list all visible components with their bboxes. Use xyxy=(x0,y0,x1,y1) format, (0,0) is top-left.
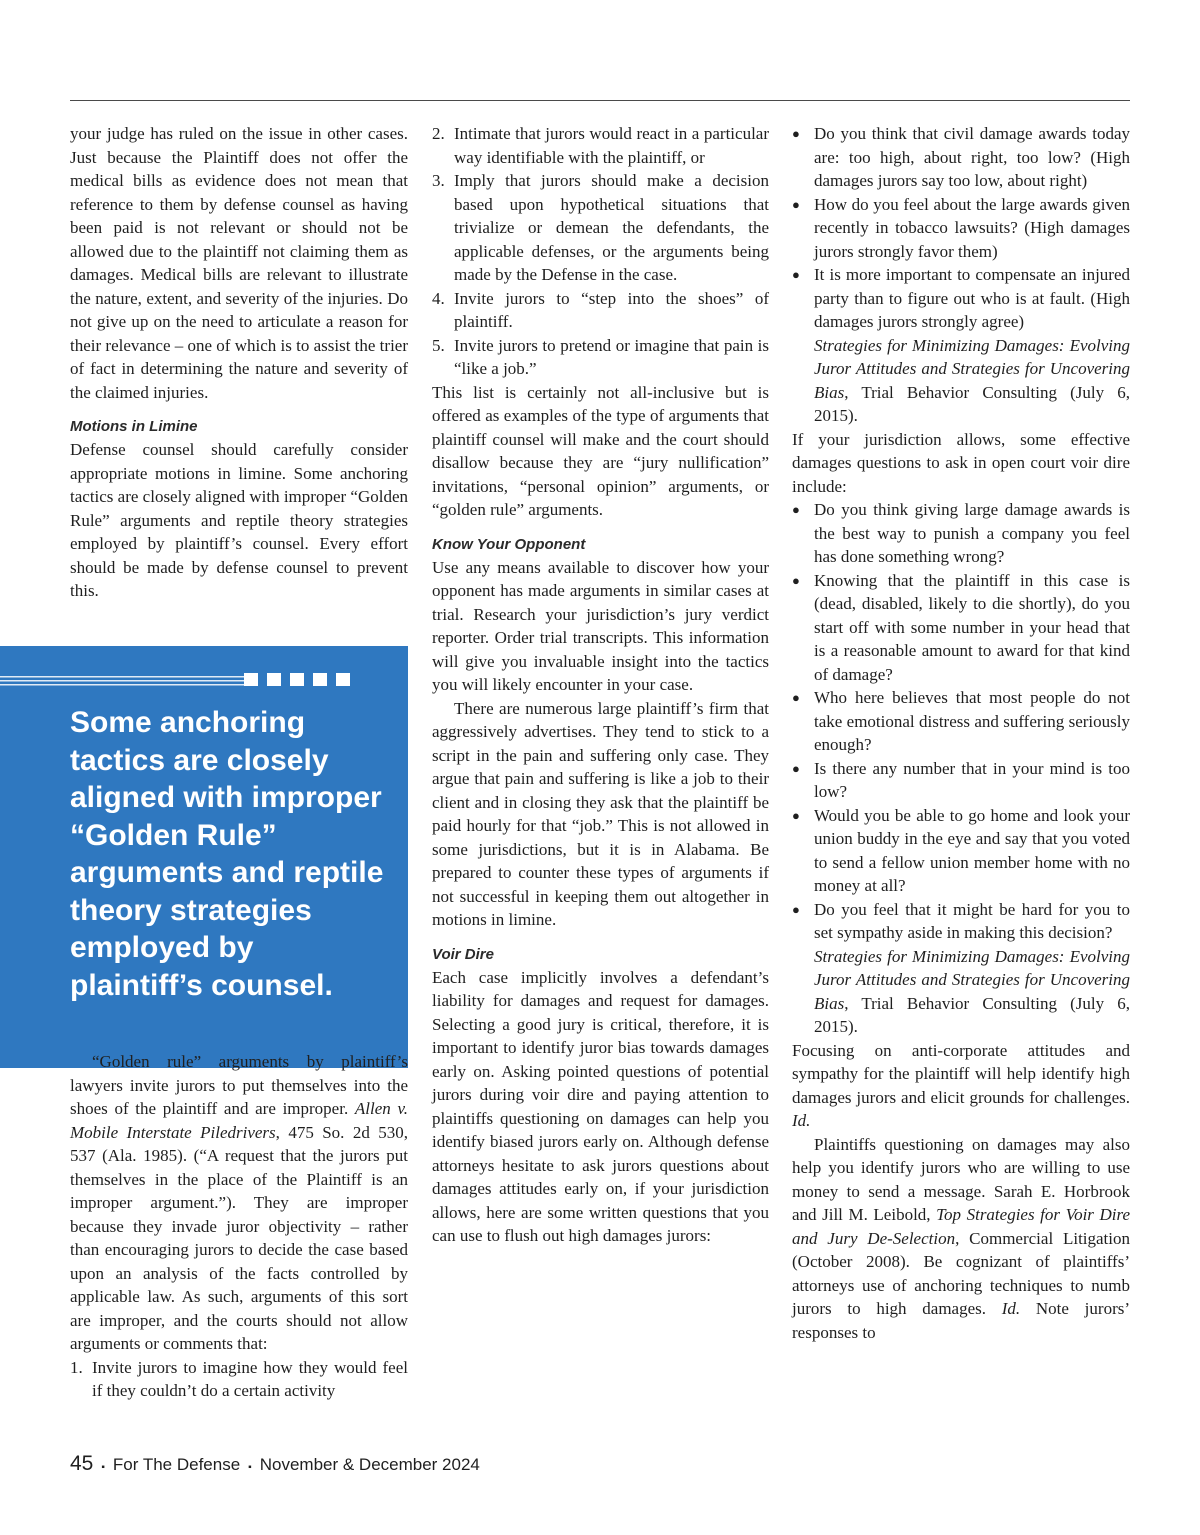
bullet-icon: ● xyxy=(792,502,800,517)
list-item xyxy=(432,287,769,334)
column-1-bottom xyxy=(70,1050,408,1403)
source-citation xyxy=(792,334,1130,428)
citation-title: Strategies for Minimizing Damages: Evolving Juror Attitudes and Strategies for Uncovering Bias xyxy=(814,335,1130,402)
list-number: 3. xyxy=(432,171,445,190)
list-item-text: Intimate that jurors would react in a particular way identifiable with the plaintiff, or xyxy=(454,124,769,167)
list-number: 1. xyxy=(70,1357,83,1377)
list-item-text: Do you think that civil damage awards today are: too high, about right, too low? (High damages jurors say too low, about right) xyxy=(814,124,1130,190)
list-item xyxy=(792,804,1130,898)
citation-title: Top Strategies for Voir Dire and Jury De-Selection xyxy=(792,1205,1131,1248)
source-citation xyxy=(792,945,1130,1039)
citation-title: Strategies for Minimizing Damages: Evolving Juror Attitudes and Strategies for Uncovering Bias xyxy=(814,946,1130,1013)
bullet-icon: ● xyxy=(792,690,800,705)
list-item-text: Imply that jurors should make a decision based upon hypothetical situations that trivialize or demean the defendants, the applicable defenses, or the arguments being made by the Defense in the case. xyxy=(454,171,769,284)
list-item xyxy=(432,169,769,287)
list-item-text: Would you be able to go home and look your union buddy in the eye and say that you voted to send a fellow union member home with no money at all? xyxy=(814,805,1130,895)
list-item xyxy=(792,193,1130,264)
list-item-text: Invite jurors to “step into the shoes” of plaintiff. xyxy=(454,288,769,331)
section-heading-motions-in-limine: Motions in Limine xyxy=(70,418,198,435)
list-number: 2. xyxy=(432,124,445,143)
body-paragraph: This list is certainly not all-inclusive but is offered as examples of the type of arguments that plaintiff counsel will make and the court should disallow because they are “jury nullification” invitations, “personal opinion” arguments, or “golden rule” arguments. xyxy=(432,382,769,519)
body-paragraph: There are numerous large plaintiff’s firm that aggressively advertises. They tend to stick to a script in the pain and suffering only case. They argue that pain and suffering is like a job to their client and in closing they ask that the plaintiff be paid hourly for that “job.” This is not allowed in some jurisdictions, but it is in Alabama. Be prepared to counter these types of arguments if not successful in keeping them out altogether in motions in limine. xyxy=(432,698,769,929)
list-item xyxy=(792,263,1130,334)
body-paragraph xyxy=(792,1133,1130,1345)
citation-id: Id. xyxy=(792,1111,811,1130)
header-rule xyxy=(70,100,1130,101)
page-number: 45 xyxy=(70,1452,94,1475)
body-paragraph: Use any means available to discover how your opponent has made arguments in similar cases at trial. Research your jurisdiction’s jury verdict reporter. Order trial transcripts. This information will give you invaluable insight into the tactics you will likely encounter in your case. xyxy=(432,557,769,694)
section-heading-voir-dire: Voir Dire xyxy=(432,945,494,963)
column-1-top xyxy=(70,122,408,603)
citation-id: Id. xyxy=(1001,1299,1021,1318)
bullet-icon: ● xyxy=(792,267,800,282)
list-item xyxy=(792,898,1130,945)
list-item xyxy=(432,334,769,381)
bullet-list xyxy=(792,122,1130,334)
list-item xyxy=(70,1356,408,1403)
body-paragraph: your judge has ruled on the issue in other cases. Just because the Plaintiff does not offer the medical bills as evidence does not mean that reference to them by defense counsel as having been paid is not relevant or should not be allowed due to the plaintiff not claiming them as damages. Medical bills are relevant to illustrate the nature, extent, and severity of the injuries. Do not give up on the need to articulate a reason for their relevance – one of which is to assist the trier of fact in determining the nature and severity of the claimed injuries. xyxy=(70,124,408,402)
list-number: 4. xyxy=(432,288,445,308)
band-square xyxy=(336,673,350,686)
citation-detail: , Trial Behavior Consulting (July 6, 2015). xyxy=(814,993,1130,1036)
body-paragraph xyxy=(792,1039,1130,1133)
body-paragraph xyxy=(70,1050,408,1356)
list-number: 5. xyxy=(432,335,445,355)
issue-date: November & December 2024 xyxy=(259,1455,480,1474)
list-item xyxy=(792,757,1130,804)
list-item xyxy=(792,498,1130,569)
section-heading-know-your-opponent: Know Your Opponent xyxy=(432,535,586,553)
bullet-icon: ● xyxy=(792,807,800,823)
text-run: Focusing on anti-corporate attitudes and sympathy for the plaintiff will help identify high damages jurors and elicit grounds for challenges. xyxy=(792,1040,1130,1107)
list-item-text: Who here believes that most people do not take emotional distress and suffering seriously enough? xyxy=(814,688,1130,754)
text-run: Plaintiffs questioning on damages may also help you identify jurors who are willing to use money to send a message. Sarah E. Horbrook and Jill M. Leibold, xyxy=(792,1134,1130,1224)
separator-icon: ▪ xyxy=(248,1462,252,1473)
column-3 xyxy=(792,122,1130,1344)
list-item xyxy=(792,686,1130,757)
pull-quote-text: Some anchoring tactics are closely aligned with improper “Golden Rule” arguments and reptile theory strategies employed by plaintiff’s counsel. xyxy=(70,706,384,1002)
list-item xyxy=(432,122,769,169)
list-item xyxy=(792,122,1130,193)
list-item-text: Invite jurors to pretend or imagine that pain is “like a job.” xyxy=(454,335,769,378)
list-item-text: Do you think giving large damage awards is the best way to punish a company you feel has done something wrong? xyxy=(814,500,1130,566)
page-footer xyxy=(70,1452,480,1476)
bullet-icon: ● xyxy=(792,572,800,588)
body-paragraph: If your jurisdiction allows, some effective damages questions to ask in open court voir dire include: xyxy=(792,429,1130,496)
separator-icon: ▪ xyxy=(101,1462,105,1473)
bullet-list xyxy=(792,498,1130,945)
list-item xyxy=(792,569,1130,687)
text-run: “Golden rule” arguments by plaintiff’s lawyers invite jurors to put themselves into the shoes of the plaintiff and are improper. xyxy=(70,1052,408,1118)
band-square xyxy=(290,673,304,686)
list-item-text: Is there any number that in your mind is too low? xyxy=(814,758,1130,801)
list-item-text: Knowing that the plaintiff in this case is (dead, disabled, likely to die shortly), do you start off with some number in your head that is a reasonable amount to award for that kind of damage? xyxy=(814,570,1130,684)
list-item-text: Invite jurors to imagine how they would feel if they couldn’t do a certain activity xyxy=(92,1357,408,1400)
body-paragraph: Each case implicitly involves a defendant’s liability for damages and request for damages. Selecting a good jury is critical, therefore, it is important to identify juror bias towards damages early on. Asking pointed questions of potential jurors during voir dire and paying attention to plaintiffs questioning on damages can help you identify biased jurors early on. Although defense attorneys hesitate to ask jurors questions about damages attitudes early on, if your jurisdiction allows, here are some written questions that you can use to flush out high damages jurors: xyxy=(432,967,769,1245)
numbered-list xyxy=(70,1356,408,1403)
band-square xyxy=(244,673,258,686)
bullet-icon: ● xyxy=(792,196,800,212)
band-line xyxy=(0,676,244,678)
numbered-list xyxy=(432,122,769,381)
column-2 xyxy=(432,122,769,1248)
text-run: , 475 So. 2d 530, 537 (Ala. 1985). (“A request that the jurors put themselves in the place of the Plaintiff is an improper argument.”). They are improper because they invade juror objectivity – rather than encouraging jurors to decide the case based upon an analysis of the facts controlled by applicable law. As such, arguments of this sort are improper, and the courts should not allow arguments or comments that: xyxy=(70,1122,408,1353)
band-square xyxy=(313,673,327,686)
publication-name: For The Defense xyxy=(112,1455,241,1474)
list-item-text: Do you feel that it might be hard for you to set sympathy aside in making this decision? xyxy=(814,899,1130,942)
band-line xyxy=(0,684,244,686)
band-square xyxy=(267,673,281,686)
body-paragraph: Defense counsel should carefully consider appropriate motions in limine. Some anchoring tactics are closely aligned with improper “Golden Rule” arguments and reptile theory strategies employed by plaintiff’s counsel. Every effort should be made by defense counsel to prevent this. xyxy=(70,440,408,600)
bullet-icon: ● xyxy=(792,760,800,776)
text-run: Note jurors’ responses to xyxy=(792,1299,1131,1342)
list-item-text: It is more important to compensate an injured party than to figure out who is at fault. (High damages jurors strongly agree) xyxy=(814,265,1130,331)
bullet-icon: ● xyxy=(792,126,800,141)
citation-detail: , Trial Behavior Consulting (July 6, 2015). xyxy=(814,382,1130,425)
text-run: , Commercial Litigation (October 2008). Be cognizant of plaintiffs’ attorneys use of anchoring techniques to numb jurors to high damages. xyxy=(792,1228,1131,1318)
list-item-text: How do you feel about the large awards given recently in tobacco lawsuits? (High damages jurors strongly favor them) xyxy=(814,194,1130,261)
bullet-icon: ● xyxy=(792,901,800,917)
band-line xyxy=(0,680,244,682)
case-citation: Allen v. Mobile Interstate Piledrivers xyxy=(70,1099,408,1142)
